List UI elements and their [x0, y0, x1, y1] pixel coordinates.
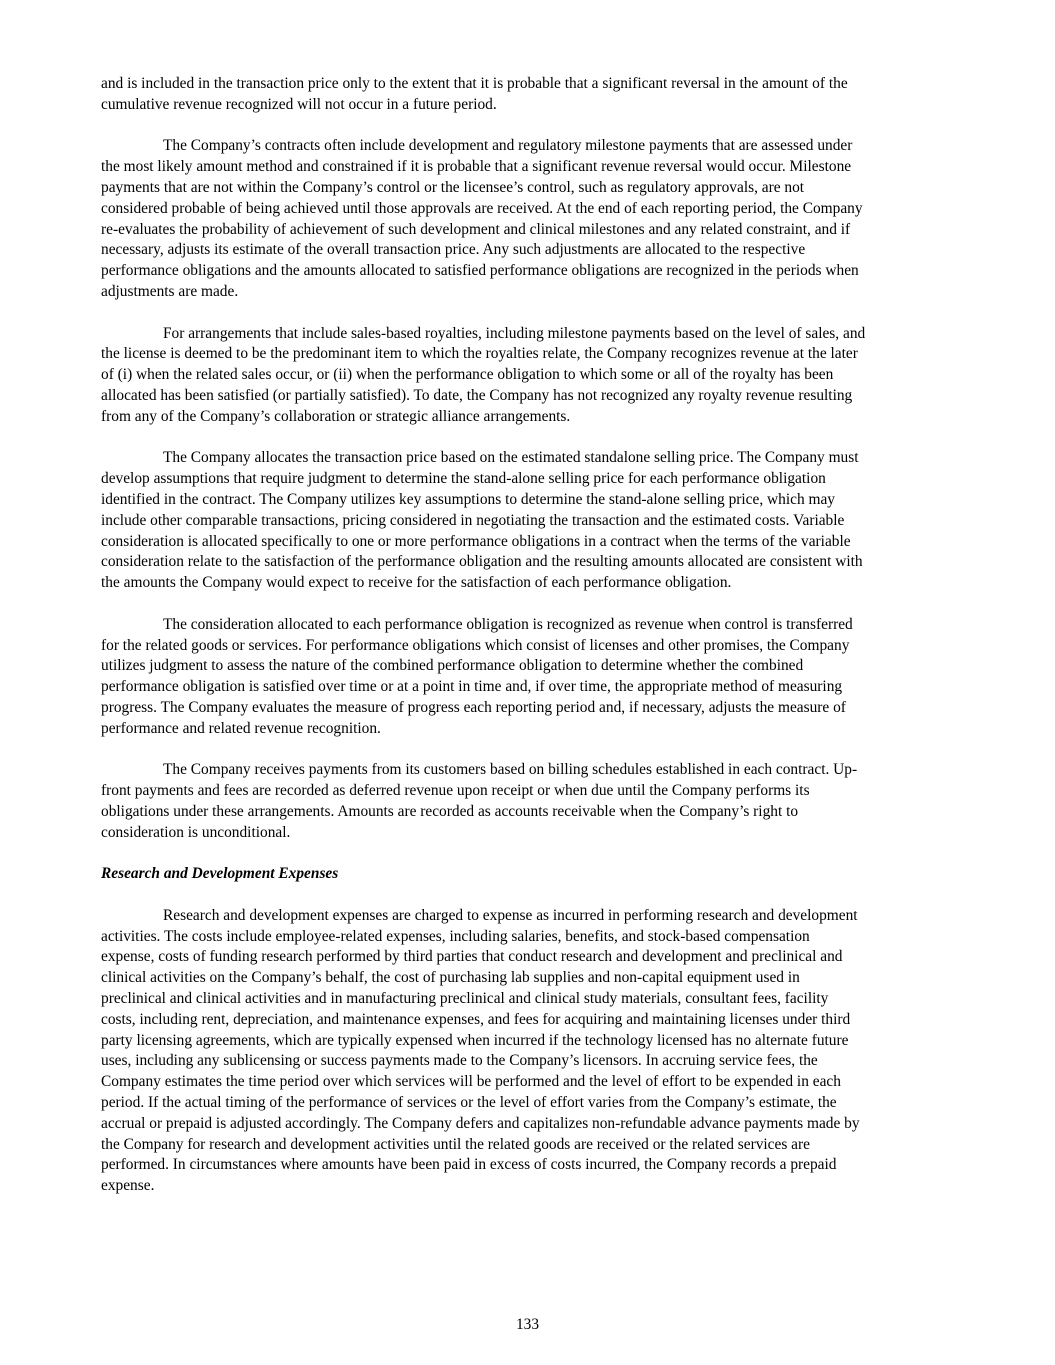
paragraph-research-development-expenses	[101, 906, 961, 1197]
text-line: progress. The Company evaluates the measure of progress each reporting period and, if necessary, adjusts the measure of	[101, 698, 846, 716]
text-line: the most likely amount method and constrained if it is probable that a significant revenue reversal would occur. Milestone	[101, 158, 852, 176]
text-line: re-evaluates the probability of achievement of such development and clinical milestones and any related constraint, and if	[101, 220, 851, 238]
text-line: The Company’s contracts often include development and regulatory milestone payments that are assessed under	[163, 137, 853, 155]
text-line: performed. In circumstances where amounts have been paid in excess of costs incurred, the Company records a prepaid	[101, 1156, 837, 1174]
paragraph-variable-consideration-continued	[101, 74, 961, 116]
text-line: the Company for research and development activities until the related goods are received or the related services are	[101, 1135, 810, 1153]
paragraph-spacer	[101, 303, 961, 324]
text-line: party licensing agreements, which are typically expensed when incurred if the technology licensed has no alternate future	[101, 1031, 849, 1049]
paragraph-spacer	[101, 428, 961, 449]
text-line: expense, costs of funding research performed by third parties that conduct research and development and preclinical and	[101, 948, 843, 966]
paragraph-spacer	[101, 116, 961, 137]
text-line: of (i) when the related sales occur, or (ii) when the performance obligation to which some or all of the royalty has been	[101, 366, 834, 384]
text-line: preclinical and clinical activities and in manufacturing preclinical and clinical study materials, consultant fees, facility	[101, 990, 829, 1008]
text-line: include other comparable transactions, pricing considered in negotiating the transaction and the estimated costs. Variable	[101, 511, 845, 529]
paragraph-spacer	[101, 885, 961, 906]
text-line: accrual or prepaid is adjusted accordingly. The Company defers and capitalizes non-refundable advance payments made by	[101, 1114, 860, 1132]
text-line: for the related goods or services. For performance obligations which consist of licenses and other promises, the Company	[101, 636, 850, 654]
paragraph-spacer	[101, 843, 961, 864]
text-line: cumulative revenue recognized will not occur in a future period.	[101, 95, 497, 113]
text-line: consideration is unconditional.	[101, 823, 291, 841]
text-line: performance and related revenue recognition.	[101, 719, 381, 737]
text-line: payments that are not within the Company’s control or the licensee’s control, such as regulatory approvals, are not	[101, 178, 805, 196]
paragraph-transaction-price-allocation	[101, 448, 961, 594]
text-line: period. If the actual timing of the performance of services or the level of effort varies from the Company’s estimate, the	[101, 1094, 837, 1112]
text-line: from any of the Company’s collaboration or strategic alliance arrangements.	[101, 407, 571, 425]
paragraph-spacer	[101, 594, 961, 615]
text-line: the license is deemed to be the predominant item to which the royalties relate, the Company recognizes revenue at the later	[101, 345, 858, 363]
paragraph-milestone-payments	[101, 136, 961, 302]
paragraph-spacer	[101, 740, 961, 761]
text-line: clinical activities on the Company’s behalf, the cost of purchasing lab supplies and non-capital equipment used in	[101, 969, 800, 987]
text-line: obligations under these arrangements. Amounts are recorded as accounts receivable when the Company’s right to	[101, 802, 799, 820]
text-line: For arrangements that include sales-based royalties, including milestone payments based on the level of sales, and	[163, 324, 866, 342]
text-line: necessary, adjusts its estimate of the overall transaction price. Any such adjustments are allocated to the respective	[101, 241, 806, 259]
text-line: develop assumptions that require judgment to determine the stand-alone selling price for each performance obligation	[101, 470, 826, 488]
text-line: and is included in the transaction price only to the extent that it is probable that a significant reversal in the amount of the	[101, 75, 848, 92]
text-line: considered probable of being achieved until those approvals are received. At the end of each reporting period, the Company	[101, 199, 863, 217]
text-line: adjustments are made.	[101, 282, 239, 300]
text-line: The Company allocates the transaction price based on the estimated standalone selling price. The Company must	[163, 449, 859, 467]
text-line: Company estimates the time period over which services will be performed and the level of effort to be expended in each	[101, 1073, 841, 1091]
text-line: allocated has been satisfied (or partially satisfied). To date, the Company has not recognized any royalty revenue resulting	[101, 386, 853, 404]
text-line: utilizes judgment to assess the nature of the combined performance obligation to determine whether the combined	[101, 657, 804, 675]
paragraph-revenue-recognition-control	[101, 615, 961, 740]
text-line: front payments and fees are recorded as deferred revenue upon receipt or when due until the Company performs its	[101, 782, 810, 800]
text-line: consideration relate to the satisfaction of the performance obligation and the resulting amounts allocated are consistent with	[101, 553, 863, 571]
text-line: costs, including rent, depreciation, and maintenance expenses, and fees for acquiring and maintaining licenses under third	[101, 1010, 851, 1028]
text-line: The consideration allocated to each performance obligation is recognized as revenue when control is transferred	[163, 615, 853, 633]
text-line: activities. The costs include employee-related expenses, including salaries, benefits, and stock-based compensation	[101, 927, 810, 945]
text-line: Research and development expenses are charged to expense as incurred in performing research and development	[163, 906, 858, 924]
text-line: expense.	[101, 1177, 155, 1195]
text-line: the amounts the Company would expect to receive for the satisfaction of each performance obligation.	[101, 574, 732, 592]
section-heading: Research and Development Expenses	[101, 865, 339, 883]
paragraph-sales-based-royalties	[101, 324, 961, 428]
document-page	[101, 74, 961, 1197]
page-number: 133	[515, 1316, 540, 1333]
paragraph-customer-payments	[101, 760, 961, 843]
text-line: consideration is allocated specifically to one or more performance obligations in a contract when the terms of the variable	[101, 532, 851, 550]
text-line: The Company receives payments from its customers based on billing schedules established in each contract. Up-	[163, 761, 858, 779]
text-line: identified in the contract. The Company utilizes key assumptions to determine the stand-alone selling price, which may	[101, 490, 836, 508]
text-line: uses, including any sublicensing or success payments made to the Company’s licensors. In accruing service fees, the	[101, 1052, 818, 1070]
text-line: performance obligation is satisfied over time or at a point in time and, if over time, the appropriate method of measuring	[101, 678, 843, 696]
text-line: performance obligations and the amounts allocated to satisfied performance obligations are recognized in the periods when	[101, 262, 859, 280]
